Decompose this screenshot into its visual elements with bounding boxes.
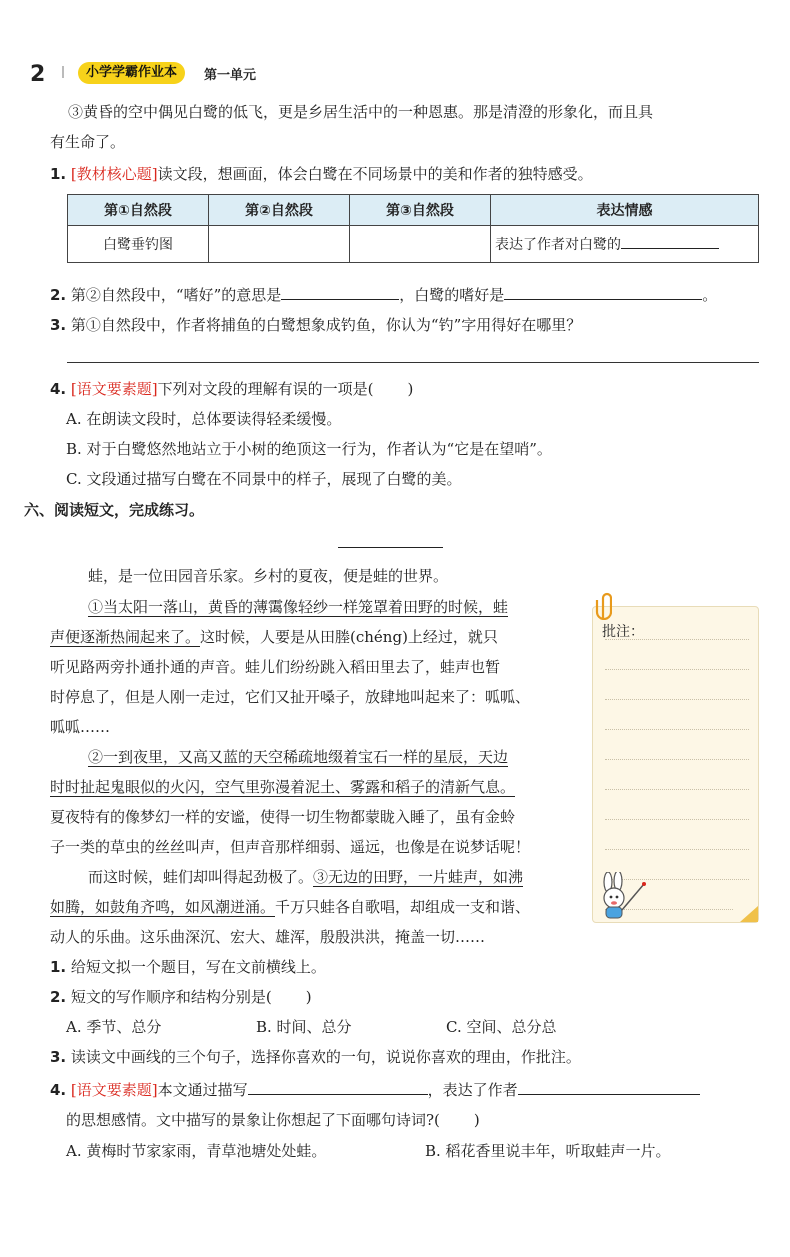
table-cell-emotion[interactable]	[491, 226, 759, 263]
question-tag: [教材核心题]	[70, 165, 158, 183]
option-a: A. 在朗读文段时，总体要读得轻柔缓慢。	[66, 410, 342, 428]
article-line: 夏夜特有的像梦幻一样的安谧，使得一切生物都蒙眬入睡了，虽有金蛉	[50, 808, 516, 826]
note-line[interactable]	[605, 669, 749, 670]
answer-line[interactable]	[67, 362, 759, 363]
series-badge: 小学学霸作业本	[78, 62, 185, 84]
s6-question-4	[50, 1079, 700, 1100]
table-cell-blank[interactable]	[350, 226, 491, 263]
s6-question-3	[50, 1046, 581, 1067]
s6-question-2	[50, 986, 312, 1007]
underlined-sentence: 声便逐渐热闹起来了。	[50, 628, 201, 646]
answer-blank[interactable]	[504, 285, 702, 300]
answer-table	[67, 194, 759, 263]
option-c: C. 文段通过描写白鹭在不同景中的样子，展现了白鹭的美。	[66, 470, 462, 488]
underlined-sentence: 时时扯起鬼眼似的火闪，空气里弥漫着泥土、雾露和稻子的清新气息。	[50, 778, 516, 796]
table-header: 第②自然段	[209, 195, 350, 226]
option-c: C. 空间、总分总	[446, 1018, 557, 1036]
option-a: A. 季节、总分	[66, 1018, 162, 1036]
underlined-sentence: 如腾，如鼓角齐鸣，如风潮迸涌。	[50, 898, 276, 916]
question-tag: [语文要素题]	[70, 380, 158, 398]
article-text: 而这时候，蛙们却叫得起劲极了。	[88, 868, 314, 886]
question-text: 读读文中画线的三个句子，选择你喜欢的一句，说说你喜欢的理由，作批注。	[70, 1048, 581, 1066]
note-line[interactable]	[605, 819, 749, 820]
answer-blank[interactable]	[518, 1080, 700, 1095]
table-header: 第①自然段	[68, 195, 209, 226]
article-line	[50, 626, 498, 647]
question-number: 2.	[50, 286, 67, 304]
question-2	[50, 284, 717, 305]
answer-blank[interactable]	[248, 1080, 428, 1095]
table-cell-text: 表达了作者对白鹭的	[495, 237, 621, 253]
article-line	[88, 596, 508, 617]
page-fold-icon	[740, 906, 758, 926]
question-text: 读文段，想画面，体会白鹭在不同场景中的美和作者的独特感受。	[157, 165, 593, 183]
question-text: 第①自然段中，作者将捕鱼的白鹭想象成钓鱼，你认为“钓”字用得好在哪里？	[70, 316, 582, 334]
underlined-sentence: ①当太阳一落山，黄昏的薄霭像轻纱一样笼罩着田野的时候，蛙	[88, 598, 509, 616]
question-text: 下列对文段的理解有误的一项是(	[157, 380, 374, 398]
answer-blank[interactable]	[281, 285, 399, 300]
question-text: 的思想感情。文中描写的景象让你想起了下面哪句诗词?(	[66, 1111, 440, 1129]
question-number: 1.	[50, 165, 67, 183]
title-blank[interactable]	[338, 547, 443, 548]
s6-question-4-cont	[66, 1109, 480, 1130]
article-line: 呱呱……	[50, 718, 111, 736]
question-text: ，表达了作者	[427, 1081, 518, 1099]
question-text: )	[407, 380, 414, 398]
question-number: 3.	[50, 316, 67, 334]
question-text: 第②自然段中，“嗜好”的意思是	[70, 286, 282, 304]
underlined-sentence: ③无边的田野，一片蛙声，如沸	[313, 868, 524, 886]
note-line[interactable]	[605, 849, 749, 850]
question-text: 短文的写作顺序和结构分别是(	[70, 988, 272, 1006]
section-title: 六、阅读短文，完成练习。	[24, 501, 205, 519]
table-cell: 白鹭垂钓图	[68, 226, 209, 263]
question-4	[50, 378, 413, 399]
question-text: 。	[702, 286, 718, 304]
question-tag: [语文要素题]	[70, 1081, 158, 1099]
page-number: 2	[30, 62, 46, 87]
bunny-mascot-icon	[596, 872, 650, 926]
article-line	[50, 896, 530, 917]
option-b: B. 稻花香里说丰年，听取蛙声一片。	[425, 1142, 671, 1160]
note-line[interactable]	[605, 699, 749, 700]
article-line: 听见路两旁扑通扑通的声音。蛙儿们纷纷跳入稻田里去了，蛙声也暂	[50, 658, 501, 676]
passage-line: ③黄昏的空中偶见白鹭的低飞，更是乡居生活中的一种恩惠。那是清澄的形象化，而且具	[68, 103, 654, 121]
article-line: 时停息了，但是人刚一走过，它们又扯开嗓子，放肆地叫起来了：呱呱、	[50, 688, 531, 706]
notes-label: 批注：	[602, 624, 644, 640]
question-text: )	[305, 988, 312, 1006]
question-number: 3.	[50, 1048, 67, 1066]
s6-question-1	[50, 956, 326, 977]
table-cell-blank[interactable]	[209, 226, 350, 263]
article-text: 千万只蛙各自歌唱，却组成一支和谐、	[275, 898, 531, 916]
paperclip-icon	[594, 592, 612, 624]
note-line[interactable]	[605, 759, 749, 760]
article-line: 动人的乐曲。这乐曲深沉、宏大、雄浑，殷殷洪洪，掩盖一切……	[50, 928, 486, 946]
unit-title: 第一单元	[204, 68, 257, 83]
note-line[interactable]	[605, 789, 749, 790]
question-number: 4.	[50, 1081, 67, 1099]
table-header: 表达情感	[491, 195, 759, 226]
article-line	[88, 746, 508, 767]
article-line	[88, 866, 523, 887]
article-intro: 蛙，是一位田园音乐家。乡村的夏夜，便是蛙的世界。	[88, 567, 449, 585]
question-text: 本文通过描写	[157, 1081, 248, 1099]
table-header: 第③自然段	[350, 195, 491, 226]
underlined-sentence: ②一到夜里，又高又蓝的天空稀疏地缀着宝石一样的星辰，天边	[88, 748, 509, 766]
passage-line: 有生命了。	[50, 133, 126, 151]
option-a: A. 黄梅时节家家雨，青草池塘处处蛙。	[66, 1142, 327, 1160]
answer-blank[interactable]	[621, 234, 719, 249]
header-divider	[62, 66, 64, 78]
option-b: B. 对于白鹭悠然地站立于小树的绝顶这一行为，作者认为“它是在望哨”。	[66, 440, 552, 458]
question-3	[50, 314, 581, 335]
question-text: 给短文拟一个题目，写在文前横线上。	[70, 958, 326, 976]
article-line: 子一类的草虫的丝丝叫声，但声音那样细弱、遥远，也像是在说梦话呢！	[50, 838, 531, 856]
question-number: 4.	[50, 380, 67, 398]
article-line	[50, 776, 515, 797]
question-text: )	[473, 1111, 480, 1129]
note-line[interactable]	[605, 729, 749, 730]
question-1	[50, 163, 593, 184]
question-text: ，白鹭的嗜好是	[399, 286, 505, 304]
question-number: 2.	[50, 988, 67, 1006]
article-text: 这时候，人要是从田塍(chéng)上经过，就只	[200, 628, 498, 646]
question-number: 1.	[50, 958, 67, 976]
option-b: B. 时间、总分	[256, 1018, 352, 1036]
